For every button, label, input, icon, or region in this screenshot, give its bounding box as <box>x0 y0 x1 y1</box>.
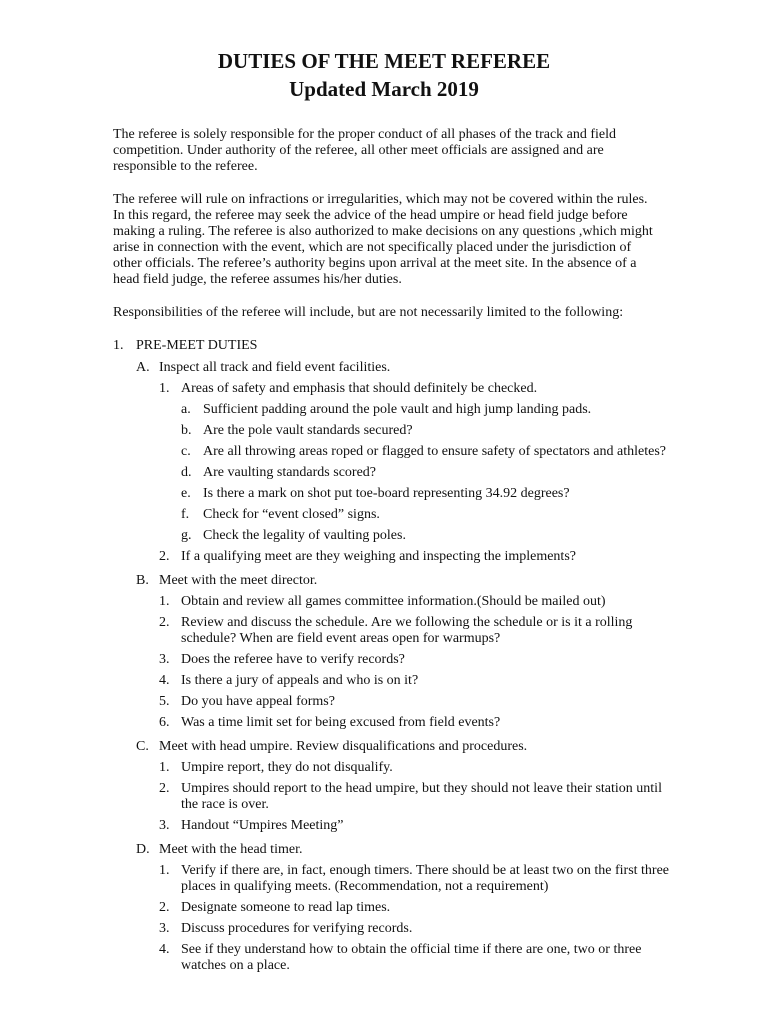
list-item-text: Discuss procedures for verifying records. <box>181 921 413 936</box>
section-heading <box>113 338 673 354</box>
list-item <box>113 673 673 689</box>
list-marker: 5. <box>159 694 170 709</box>
paragraph-intro: The referee is solely responsible for the proper conduct of all phases of the track and field competition. Under authority of the referee, all other meet officials are assigned and are responsible to the referee. <box>113 127 617 174</box>
list-item-text: Does the referee have to verify records? <box>181 652 405 667</box>
list-marker: 4. <box>159 673 170 688</box>
list-item <box>113 444 673 460</box>
list-marker: 1. <box>159 760 170 775</box>
list-marker: 1. <box>159 381 170 396</box>
list-item-text: Meet with the meet director. <box>159 573 318 588</box>
list-item-text: Inspect all track and field event facilities. <box>159 360 391 375</box>
list-item <box>113 694 673 710</box>
list-item <box>113 615 673 647</box>
list-item-text: Is there a jury of appeals and who is on it? <box>181 673 419 688</box>
subsection-d <box>113 842 673 858</box>
list-item-text: Meet with head umpire. Review disqualifications and procedures. <box>159 739 528 754</box>
list-item <box>113 715 673 731</box>
list-item-text: Are the pole vault standards secured? <box>203 423 413 438</box>
list-marker: 1. <box>159 594 170 609</box>
list-item-text: See if they understand how to obtain the official time if there are one, two or three watches on a place. <box>181 942 642 973</box>
paragraph-rulings: The referee will rule on infractions or irregularities, which may not be covered within the rules. In this regard, the referee may seek the advice of the head umpire or head field judge before making a ruling. The referee is also authorized to make decisions on any questions ,which might arise in connection with the event, which are not specifically placed under the jurisdiction of other officials. The referee’s authority begins upon arrival at the meet site. In the absence of a head field judge, the referee assumes his/her duties. <box>113 192 653 287</box>
list-item-text: Areas of safety and emphasis that should definitely be checked. <box>181 381 538 396</box>
list-item <box>113 465 673 481</box>
list-marker: 2. <box>159 900 170 915</box>
list-item-text: Do you have appeal forms? <box>181 694 335 709</box>
list-item-text: Are all throwing areas roped or flagged to ensure safety of spectators and athletes? <box>203 444 666 459</box>
duties-outline <box>113 338 673 974</box>
list-item <box>113 921 673 937</box>
list-marker: D. <box>136 842 150 857</box>
list-item <box>113 781 673 813</box>
list-item-text: Are vaulting standards scored? <box>203 465 376 480</box>
list-marker: 4. <box>159 942 170 957</box>
list-item-text: Check the legality of vaulting poles. <box>203 528 406 543</box>
list-item <box>113 818 673 834</box>
list-marker: b. <box>181 423 192 438</box>
list-marker: e. <box>181 486 191 501</box>
list-marker: d. <box>181 465 192 480</box>
subsection-c <box>113 739 673 755</box>
list-marker: 3. <box>159 818 170 833</box>
list-marker: 2. <box>159 549 170 564</box>
list-marker: g. <box>181 528 192 543</box>
document-title: DUTIES OF THE MEET REFEREE <box>217 49 551 73</box>
list-marker: C. <box>136 739 149 754</box>
list-item <box>113 507 673 523</box>
list-item-text: Check for “event closed” signs. <box>203 507 380 522</box>
subsection-b <box>113 573 673 589</box>
list-marker: c. <box>181 444 191 459</box>
list-marker: A. <box>136 360 150 375</box>
subsection-a <box>113 360 673 376</box>
list-item-text: Meet with the head timer. <box>159 842 303 857</box>
list-item <box>113 549 673 565</box>
list-item-text: Was a time limit set for being excused from field events? <box>181 715 501 730</box>
list-marker: B. <box>136 573 149 588</box>
list-item <box>113 528 673 544</box>
list-item-text: Review and discuss the schedule. Are we following the schedule or is it a rolling schedule? When are field event areas open for warmups? <box>181 615 633 646</box>
list-marker: 1. <box>113 338 124 353</box>
list-marker: 3. <box>159 652 170 667</box>
list-item-text: Umpire report, they do not disqualify. <box>181 760 393 775</box>
list-item <box>113 402 673 418</box>
list-item <box>113 942 673 974</box>
list-item <box>113 486 673 502</box>
paragraph-responsibilities: Responsibilities of the referee will include, but are not necessarily limited to the following: <box>113 305 624 320</box>
list-marker: 3. <box>159 921 170 936</box>
list-item-text: Sufficient padding around the pole vault and high jump landing pads. <box>203 402 592 417</box>
list-item <box>113 900 673 916</box>
list-item-text: Obtain and review all games committee information.(Should be mailed out) <box>181 594 606 609</box>
list-marker: 2. <box>159 781 170 796</box>
list-item-text: Designate someone to read lap times. <box>181 900 391 915</box>
list-item <box>113 652 673 668</box>
list-marker: a. <box>181 402 191 417</box>
list-item <box>113 760 673 776</box>
list-item <box>113 594 673 610</box>
list-item-text: Is there a mark on shot put toe-board representing 34.92 degrees? <box>203 486 570 501</box>
list-marker: 6. <box>159 715 170 730</box>
list-marker: 2. <box>159 615 170 630</box>
list-item-text: Umpires should report to the head umpire, but they should not leave their station until the race is over. <box>181 781 662 812</box>
list-item-text: Verify if there are, in fact, enough timers. There should be at least two on the first three places in qualifying meets. (Recommendation, not a requirement) <box>181 863 670 894</box>
document-subtitle: Updated March 2019 <box>289 77 479 101</box>
section-heading-text: PRE-MEET DUTIES <box>136 338 258 353</box>
list-item <box>113 423 673 439</box>
list-item-text: Handout “Umpires Meeting” <box>181 818 344 833</box>
list-item <box>113 863 673 895</box>
list-marker: 1. <box>159 863 170 878</box>
list-item <box>113 381 673 397</box>
list-item-text: If a qualifying meet are they weighing and inspecting the implements? <box>181 549 576 564</box>
list-marker: f. <box>181 507 190 522</box>
